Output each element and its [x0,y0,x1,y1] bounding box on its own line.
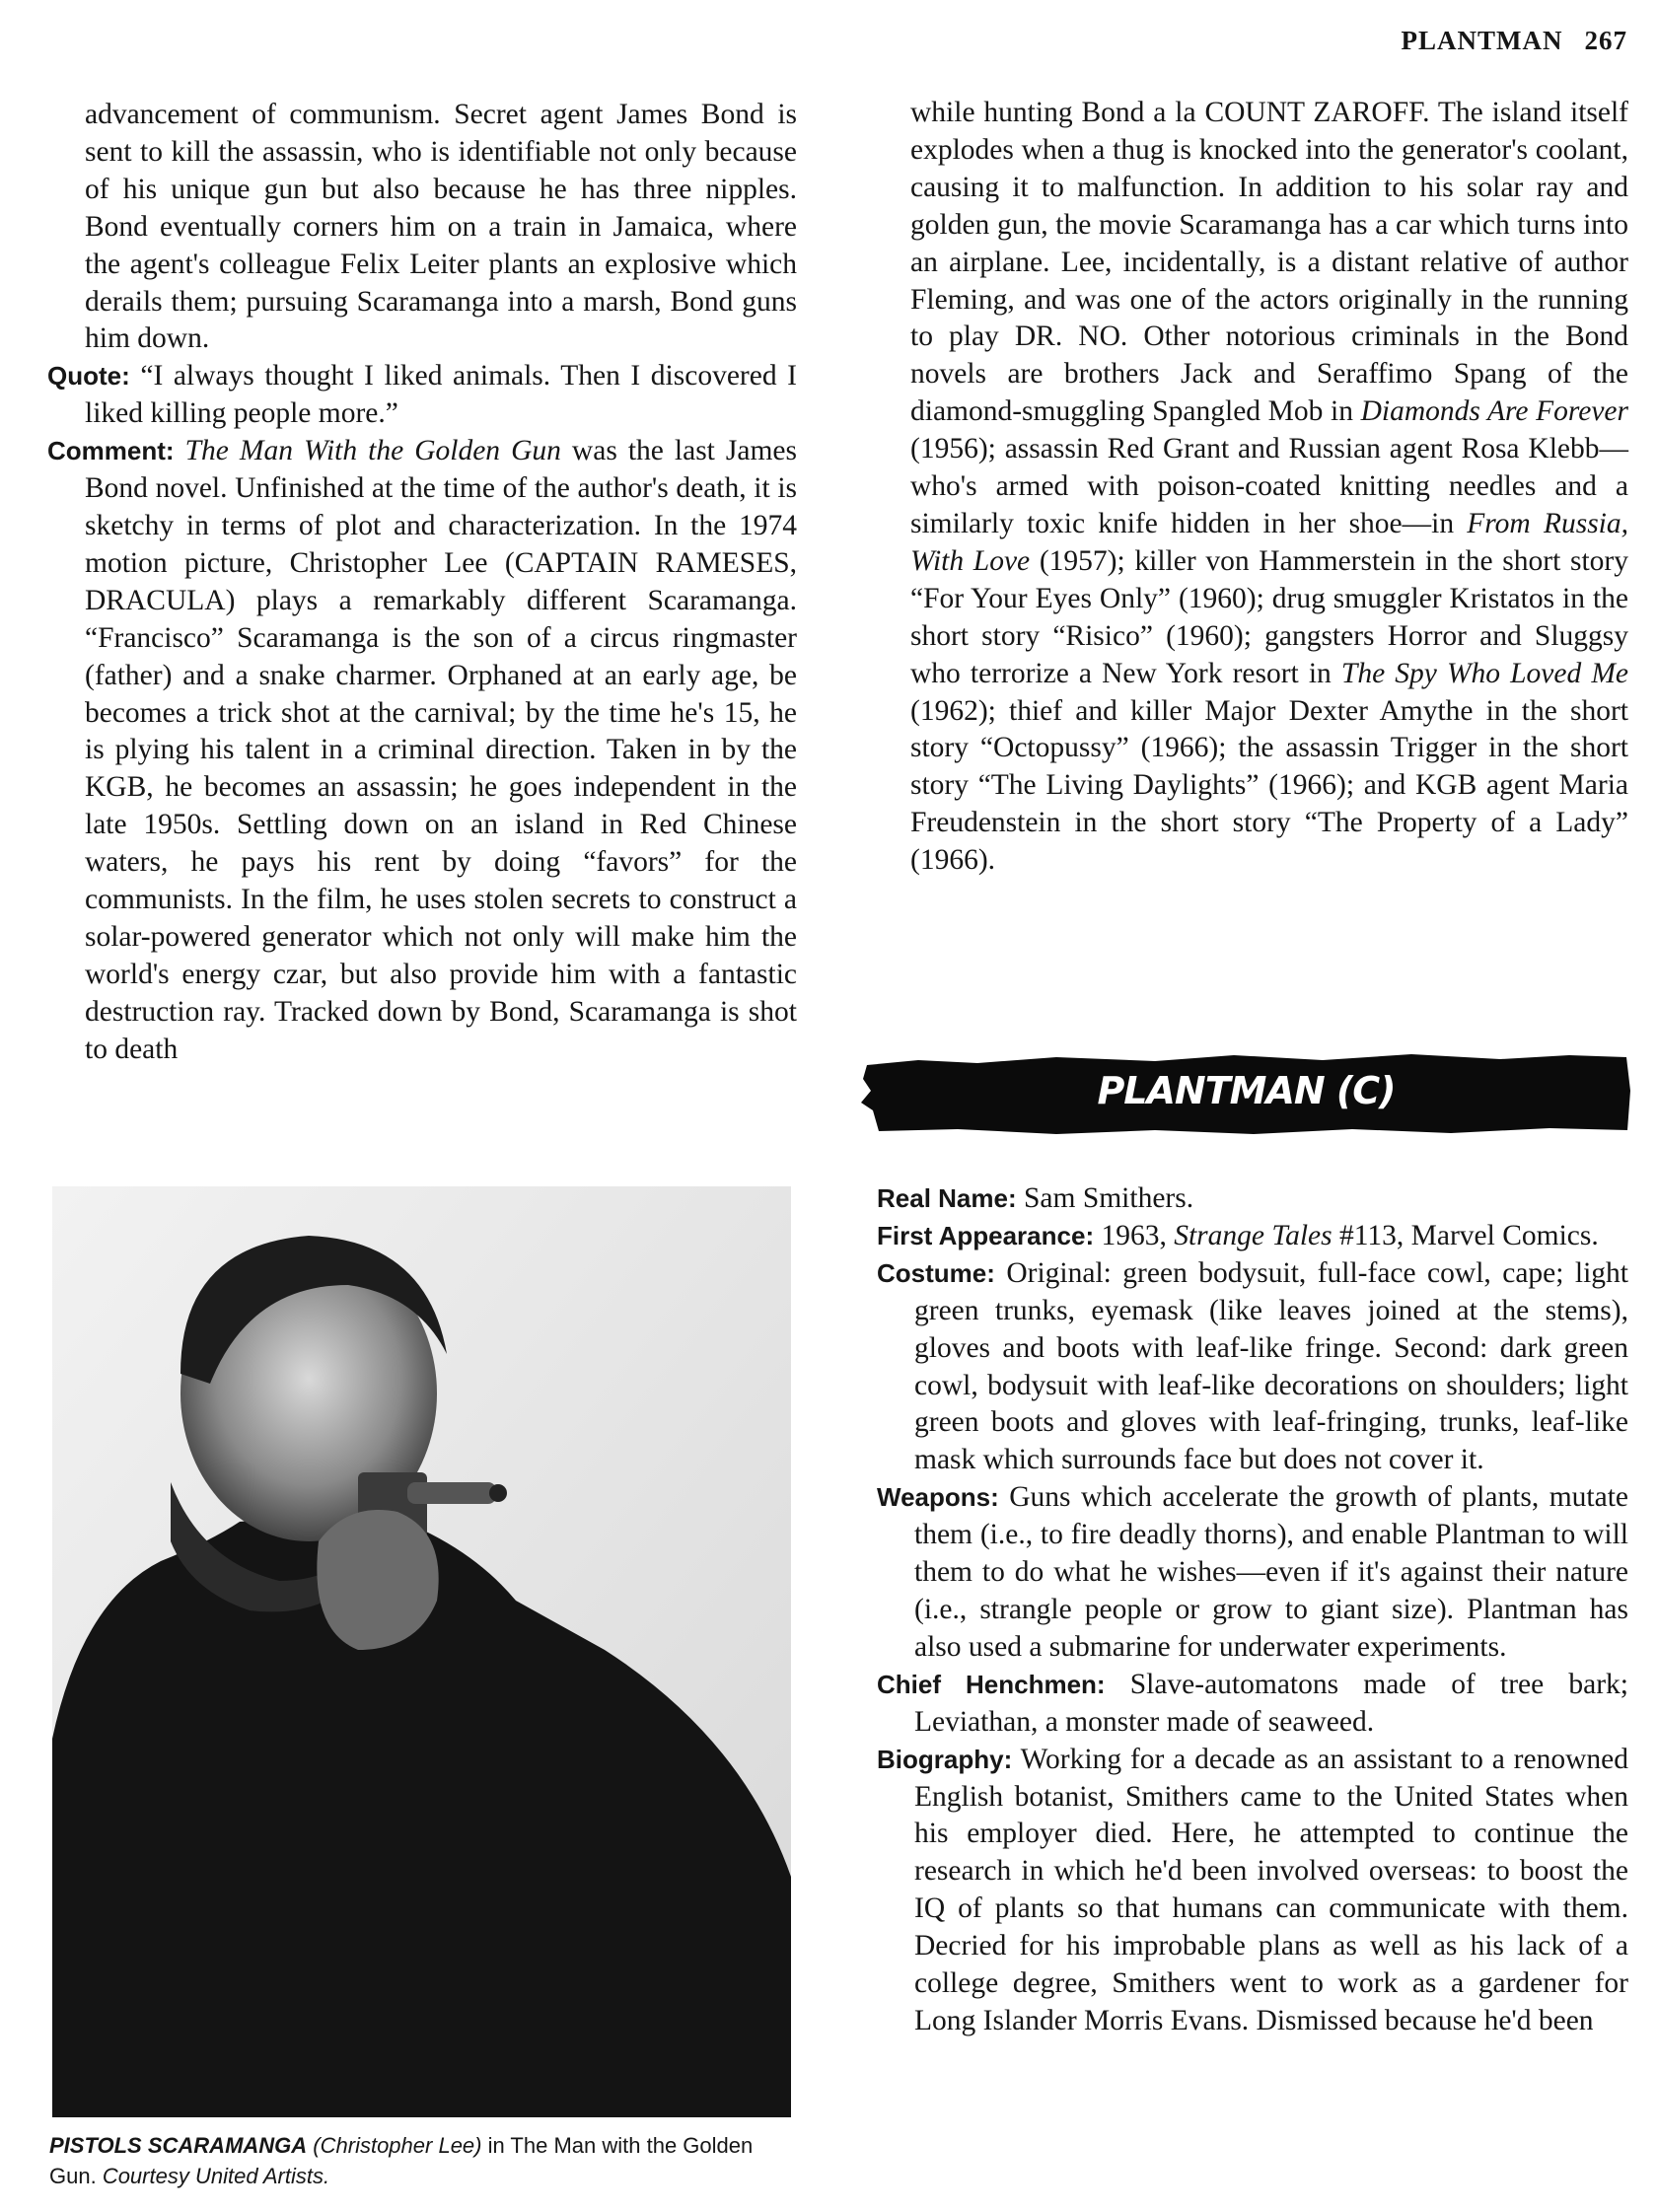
italic-title: Diamonds Are Forever [1360,395,1629,428]
right-column-top [877,95,1628,880]
field-label: Biography: [877,1744,1013,1774]
paragraph [877,95,1628,880]
body-text: 1963, [1094,1219,1175,1251]
italic-title: The Man With the Golden Gun [184,435,561,467]
paragraph [47,97,797,358]
field-label: Real Name: [877,1183,1017,1213]
caption-credit: Courtesy United Artists. [102,2164,330,2188]
field-label: Weapons: [877,1482,999,1513]
entry-title-banner [859,1051,1633,1136]
field-label: Costume: [877,1257,995,1288]
body-text: (1962); thief and killer Major Dexter Amythe in the short story “Octopussy” (1966); the assassin Trigger in the short story “The Living Daylights” (1966); and KGB agent Maria Freudenstein in the short story “The Property of a Lady” (1966). [910,694,1628,877]
field-label: Chief Henchmen: [877,1669,1106,1699]
field-quote [47,358,797,433]
field-weapons [877,1479,1628,1667]
body-text: (1956); assassin Red Grant and Russian agent Rosa Klebb—who's armed with poison-coated knitting needles and a similarly toxic knife hidden in her shoe—in [910,433,1628,539]
caption-name: PISTOLS SCARAMANGA [49,2133,308,2158]
running-header-title: PLANTMAN [1401,26,1563,55]
body-text: advancement of communism. Secret agent James Bond is sent to kill the assassin, who is identifiable not only because of his unique gun but also because he has three nipples. Bond eventually corners him on a train in Jamaica, where the agent's colleague Felix Leiter plants an explosive which derails them; pursuing Scaramanga into a marsh, Bond guns him down. [85,99,797,355]
left-column [47,97,797,1069]
body-text: Slave-automatons made of tree bark; Leviathan, a monster made of seaweed. [914,1668,1628,1738]
field-comment [47,433,797,1068]
field-label: Quote: [47,361,130,392]
entry-title: PLANTMAN (C) [1097,1069,1396,1112]
body-text [175,435,185,466]
italic-title: The Spy Who Loved Me [1340,657,1628,689]
body-text: “I always thought I liked animals. Then I discovered I liked killing people more.” [85,360,797,430]
field-biography [877,1742,1628,2040]
photo-caption [49,2130,799,2191]
body-text: Original: green bodysuit, full-face cowl, cape; light green trunks, eyemask (like leaves joined at the stems), gloves and boots with leaf-like fringe. Second: dark green cowl, bodysuit with leaf-like decorations on shoulders; light green boots and gloves with leaf-fringing, trunks, leaf-like mask which surrounds face but does not cover it. [914,1256,1628,1476]
field-label: Comment: [47,436,175,466]
field-label: First Appearance: [877,1220,1095,1250]
caption-actor: (Christopher Lee) [313,2133,482,2158]
field-firstappearance [877,1218,1628,1255]
body-text: Guns which accelerate the growth of plants, mutate them (i.e., to fire deadly thorns), and enable Plantman to will them to do what he wishes—even if it's against their nature (i.e., strangle people or grow to giant size). Plantman has also used a submarine for underwater experiments. [914,1481,1628,1663]
body-text: Working for a decade as an assistant to a renowned English botanist, Smithers came to the United States when his employer died. Here, he attempted to continue the research in which he'd been involved overseas: to boost the IQ of plants so that humans can communicate with them. Decried for his improbable plans as well as his lack of a college degree, Smithers went to work as a gardener for Long Islander Morris Evans. Dismissed because he'd been [914,1743,1628,2036]
field-chiefhenchmen [877,1667,1628,1742]
right-column-entry [877,1180,1628,2040]
body-text: while hunting Bond a la COUNT ZAROFF. The island itself explodes when a thug is knocked into the generator's coolant, causing it to malfunction. In addition to his solar ray and golden gun, the movie Scaramanga has a car which turns into an airplane. Lee, incidentally, is a distant relative of author Fleming, and was one of the actors originally in the running to play DR. NO. Other notorious criminals in the Bond novels are brothers Jack and Seraffimo Spang of the diamond-smuggling Spangled Mob in [910,97,1628,428]
page-number: 267 [1584,26,1627,55]
body-text: #113, Marvel Comics. [1332,1219,1599,1251]
field-costume [877,1255,1628,1479]
body-text: was the last James Bond novel. Unfinished at the time of the author's death, it is sketchy in terms of plot and characterization. In the 1974 motion picture, Christopher Lee (CAPTAIN RAMESES, DRACULA) plays a remarkably different Scaramanga. “Francisco” Scaramanga is the son of a circus ringmaster (father) and a snake charmer. Orphaned at an early age, be becomes a trick shot at the carnival; by the time he's 15, he is plying his talent in a criminal direction. Taken in by the KGB, he becomes an assassin; he goes independent in the late 1950s. Settling down on an island in Red Chinese waters, he pays his rent by doing “favors” for the communists. In the film, he uses stolen secrets to construct a solar-powered generator which not only will make him the world's energy czar, but also provide him with a fantastic destruction ray. Tracked down by Bond, Scaramanga is shot to death [85,435,798,1065]
running-header [1402,26,1628,56]
field-realname [877,1180,1628,1218]
italic-title: Strange Tales [1174,1219,1333,1251]
body-text: Sam Smithers. [1016,1182,1194,1214]
film-still-photo [52,1186,791,2117]
body-text: (1957); killer von Hammerstein in the short story “For Your Eyes Only” (1960); drug smuggler Kristatos in the short story “Risico” (1960); gangsters Horror and Sluggsy who terrorize a New York resort in [910,544,1628,689]
caption-film: in The Man with the Golden Gun. [49,2133,754,2188]
italic-title: From Russia, With Love [910,507,1628,577]
